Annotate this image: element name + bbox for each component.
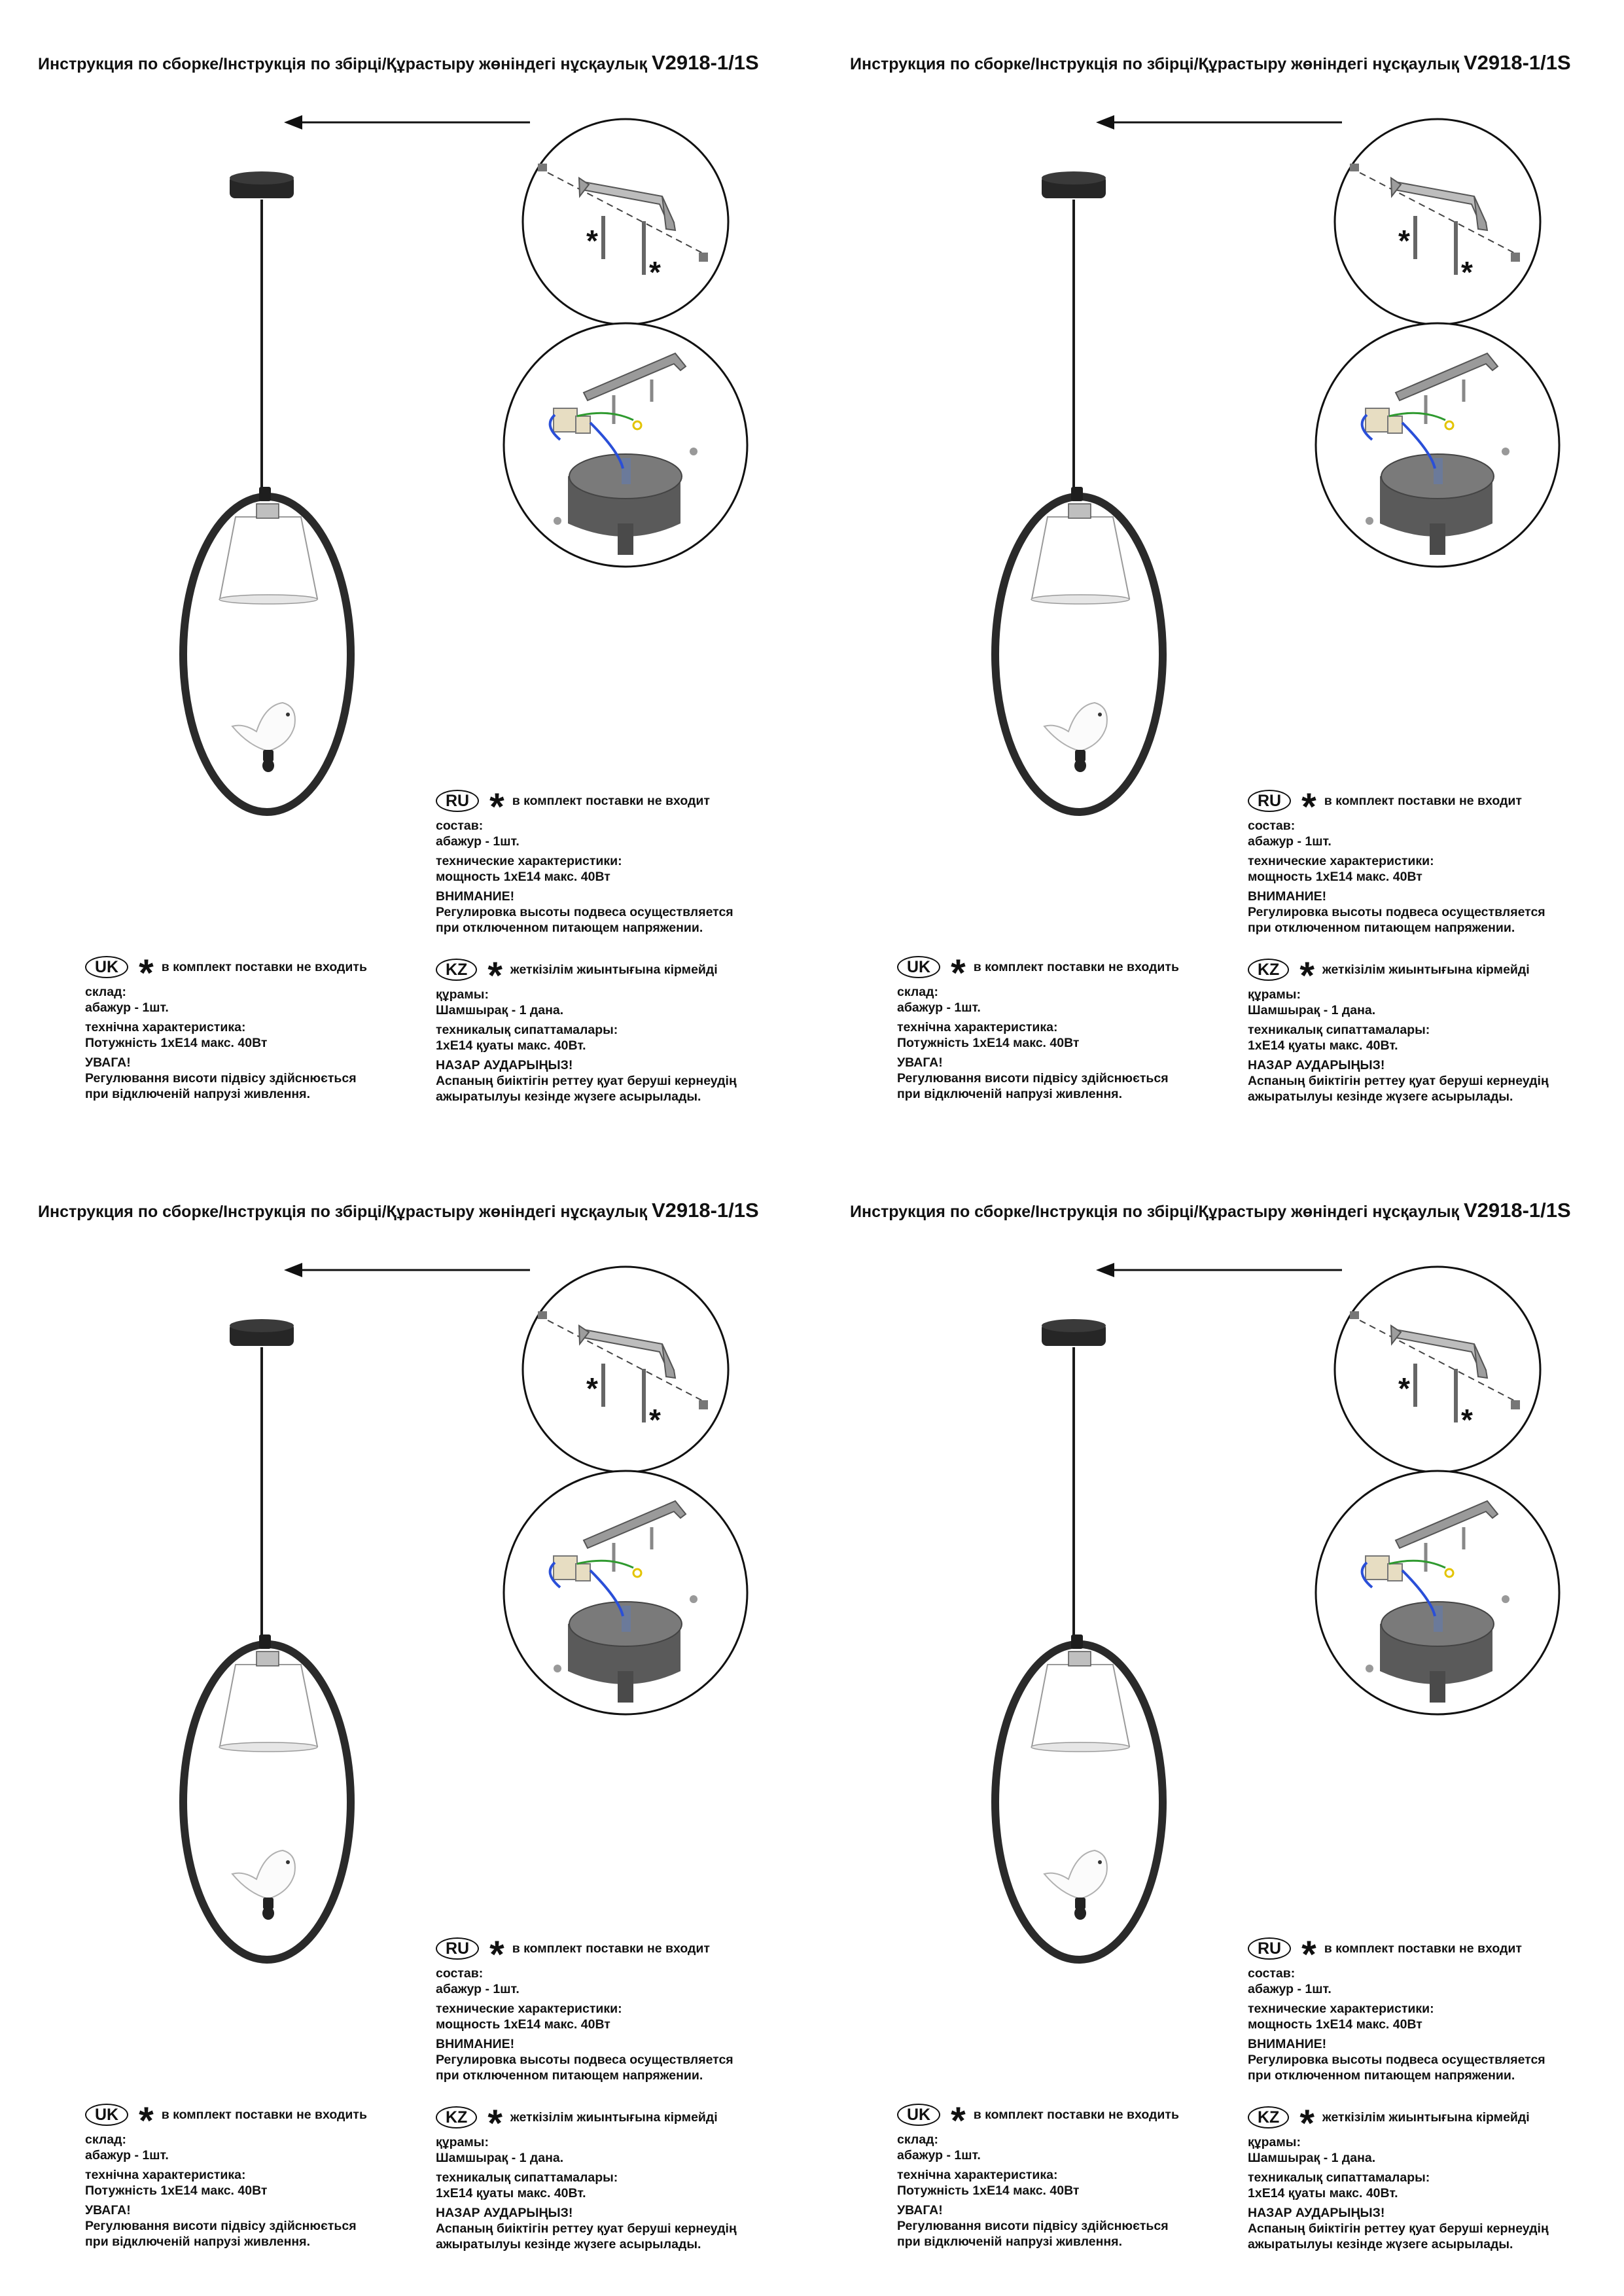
ru-composition-label: состав: — [436, 819, 484, 833]
kz-specs-value: 1хЕ14 қуаты макс. 40Вт. — [1248, 2186, 1398, 2200]
kz-composition-label: құрамы: — [436, 987, 489, 1002]
not-included-star: * — [951, 2100, 966, 2142]
ru-info-block — [436, 1934, 733, 2083]
ru-specs-value: мощность 1хЕ14 макс. 40Вт — [1248, 2017, 1422, 2032]
uk-info-block — [897, 953, 1179, 1102]
uk-warning-label: УВАГА! — [85, 2203, 131, 2217]
svg-text:*: * — [1398, 1371, 1410, 1405]
uk-composition-value: абажур - 1шт. — [85, 2148, 169, 2163]
uk-specs-value: Потужність 1хЕ14 макс. 40Вт — [897, 2183, 1080, 2198]
svg-text:*: * — [1398, 224, 1410, 258]
kz-warning-line1: Аспаның биіктігін реттеу қуат беруші кернеудің — [436, 1074, 737, 1088]
uk-specs-value: Потужність 1хЕ14 макс. 40Вт — [897, 1036, 1080, 1050]
kz-not-included: жеткізілім жиынтығына кірмейді — [510, 963, 718, 977]
kz-language-badge: KZ — [1248, 2106, 1289, 2128]
ru-warning-line2: при отключенном питающем напряжении. — [1248, 921, 1515, 935]
ru-warning-label: ВНИМАНИЕ! — [436, 889, 515, 904]
ru-specs-label: технические характеристики: — [1248, 2002, 1434, 2016]
not-included-star: * — [1299, 955, 1315, 997]
ru-composition-value: абажур - 1шт. — [1248, 834, 1332, 849]
detail-circle-bracket — [523, 1267, 728, 1472]
kz-not-included: жеткізілім жиынтығына кірмейді — [1322, 2110, 1530, 2125]
kz-composition-value: Шамшырақ - 1 дана. — [1248, 1003, 1376, 1017]
kz-warning-line1: Аспаның биіктігін реттеу қуат беруші кернеудің — [1248, 2221, 1549, 2236]
not-included-star: * — [1301, 786, 1316, 828]
detail-circle-bracket — [523, 119, 728, 325]
svg-text:*: * — [1461, 255, 1473, 289]
ru-composition-value: абажур - 1шт. — [1248, 1982, 1332, 1996]
not-included-star: * — [487, 955, 503, 997]
ru-warning-label: ВНИМАНИЕ! — [1248, 2037, 1327, 2051]
model-number: V2918-1/1S — [1463, 51, 1571, 74]
uk-specs-value: Потужність 1хЕ14 макс. 40Вт — [85, 2183, 268, 2198]
ru-specs-label: технические характеристики: — [436, 854, 622, 868]
uk-language-badge: UK — [897, 2104, 940, 2126]
not-included-star: * — [951, 952, 966, 995]
uk-specs-label: технічна характеристика: — [897, 2168, 1058, 2182]
uk-info-block — [85, 2100, 367, 2250]
ru-warning-line2: при отключенном питающем напряжении. — [436, 2068, 703, 2083]
direction-arrow — [284, 115, 530, 130]
kz-language-badge: KZ — [1248, 959, 1289, 981]
kz-specs-value: 1хЕ14 қуаты макс. 40Вт. — [436, 2186, 586, 2200]
uk-warning-line2: при відключеній напрузі живлення. — [897, 1087, 1122, 1101]
ru-language-badge: RU — [436, 1937, 479, 1960]
detail-circle-bracket — [1335, 1267, 1540, 1472]
ru-composition-value: абажур - 1шт. — [436, 1982, 520, 1996]
page-title: Инструкция по сборке/Інструкція по збірці/Құрастыру жөніндегі нұсқаулық V2918-1/1S — [850, 51, 1571, 74]
uk-warning-line2: при відключеній напрузі живлення. — [85, 2234, 310, 2249]
ru-not-included: в комплект поставки не входит — [1324, 1941, 1522, 1956]
kz-language-badge: KZ — [436, 959, 477, 981]
ru-composition-value: абажур - 1шт. — [436, 834, 520, 849]
uk-specs-value: Потужність 1хЕ14 макс. 40Вт — [85, 1036, 268, 1050]
model-number: V2918-1/1S — [1463, 1199, 1571, 1222]
ru-composition-label: состав: — [1248, 819, 1296, 833]
ru-warning-line1: Регулировка высоты подвеса осуществляется — [1248, 2053, 1545, 2067]
uk-warning-line1: Регулювання висоти підвісу здійснюється — [85, 1071, 357, 1086]
direction-arrow — [1096, 115, 1342, 130]
ru-language-badge: RU — [1248, 790, 1291, 812]
not-included-star: * — [489, 786, 504, 828]
uk-composition-label: склад: — [85, 985, 126, 999]
uk-not-included: в комплект поставки не входить — [973, 2108, 1179, 2122]
kz-warning-line2: ажыратылуы кезінде жүзеге асырылады. — [1248, 1089, 1513, 1104]
ru-language-badge: RU — [1248, 1937, 1291, 1960]
ru-info-block — [436, 786, 733, 936]
ru-language-badge: RU — [436, 790, 479, 812]
detail-circle-bracket — [1335, 119, 1540, 325]
instruction-panel-3 — [0, 1148, 812, 2295]
ru-specs-value: мощность 1хЕ14 макс. 40Вт — [1248, 870, 1422, 884]
kz-specs-label: техникалық сипаттамалары: — [1248, 1023, 1430, 1037]
kz-warning-line2: ажыратылуы кезінде жүзеге асырылады. — [436, 2237, 701, 2252]
kz-warning-line1: Аспаның биіктігін реттеу қуат беруші кернеудің — [1248, 1074, 1549, 1088]
ru-warning-line1: Регулировка высоты подвеса осуществляется — [1248, 905, 1545, 919]
ru-composition-label: состав: — [436, 1966, 484, 1981]
kz-language-badge: KZ — [436, 2106, 477, 2128]
ru-specs-value: мощность 1хЕ14 макс. 40Вт — [436, 870, 610, 884]
detail-circle-wiring — [504, 1471, 747, 1714]
kz-specs-label: техникалық сипаттамалары: — [436, 2170, 618, 2185]
ru-warning-line2: при отключенном питающем напряжении. — [1248, 2068, 1515, 2083]
not-included-star: * — [139, 952, 154, 995]
uk-warning-line1: Регулювання висоти підвісу здійснюється — [897, 2219, 1169, 2233]
pendant-lamp — [995, 1319, 1163, 1960]
kz-info-block — [436, 2103, 737, 2252]
ru-warning-line2: при отключенном питающем напряжении. — [436, 921, 703, 935]
ru-not-included: в комплект поставки не входит — [1324, 794, 1522, 808]
uk-specs-label: технічна характеристика: — [897, 1020, 1058, 1034]
kz-not-included: жеткізілім жиынтығына кірмейді — [1322, 963, 1530, 977]
uk-composition-label: склад: — [897, 2132, 938, 2147]
not-included-star: * — [139, 2100, 154, 2142]
not-included-star: * — [487, 2102, 503, 2145]
direction-arrow — [284, 1263, 530, 1277]
kz-specs-label: техникалық сипаттамалары: — [436, 1023, 618, 1037]
pendant-lamp — [995, 171, 1163, 812]
kz-composition-label: құрамы: — [436, 2135, 489, 2149]
uk-warning-line1: Регулювання висоти підвісу здійснюється — [897, 1071, 1169, 1086]
uk-not-included: в комплект поставки не входить — [161, 960, 367, 974]
uk-warning-line1: Регулювання висоти підвісу здійснюється — [85, 2219, 357, 2233]
uk-composition-label: склад: — [85, 2132, 126, 2147]
kz-warning-line2: ажыратылуы кезінде жүзеге асырылады. — [436, 1089, 701, 1104]
kz-specs-value: 1хЕ14 қуаты макс. 40Вт. — [436, 1038, 586, 1053]
kz-composition-label: құрамы: — [1248, 2135, 1301, 2149]
ru-specs-value: мощность 1хЕ14 макс. 40Вт — [436, 2017, 610, 2032]
uk-composition-value: абажур - 1шт. — [897, 2148, 981, 2163]
detail-circle-wiring — [1316, 1471, 1559, 1714]
uk-warning-line2: при відключеній напрузі живлення. — [85, 1087, 310, 1101]
uk-language-badge: UK — [85, 956, 128, 978]
ru-specs-label: технические характеристики: — [436, 2002, 622, 2016]
not-included-star: * — [489, 1934, 504, 1976]
uk-warning-label: УВАГА! — [897, 2203, 943, 2217]
not-included-star: * — [1301, 1934, 1316, 1976]
pendant-lamp — [183, 171, 351, 812]
kz-composition-value: Шамшырақ - 1 дана. — [436, 1003, 564, 1017]
ru-info-block — [1248, 1934, 1545, 2083]
detail-circle-wiring — [504, 323, 747, 567]
kz-info-block — [1248, 2103, 1549, 2252]
uk-not-included: в комплект поставки не входить — [161, 2108, 367, 2122]
uk-info-block — [897, 2100, 1179, 2250]
kz-warning-label: НАЗАР АУДАРЫҢЫЗ! — [1248, 2206, 1385, 2220]
kz-not-included: жеткізілім жиынтығына кірмейді — [510, 2110, 718, 2125]
uk-warning-label: УВАГА! — [85, 1055, 131, 1070]
not-included-star: * — [1299, 2102, 1315, 2145]
kz-info-block — [1248, 955, 1549, 1104]
ru-specs-label: технические характеристики: — [1248, 854, 1434, 868]
uk-warning-label: УВАГА! — [897, 1055, 943, 1070]
detail-circle-wiring — [1316, 323, 1559, 567]
kz-composition-label: құрамы: — [1248, 987, 1301, 1002]
page-title: Инструкция по сборке/Інструкція по збірці/Құрастыру жөніндегі нұсқаулық V2918-1/1S — [38, 1199, 759, 1222]
kz-warning-line2: ажыратылуы кезінде жүзеге асырылады. — [1248, 2237, 1513, 2252]
kz-warning-label: НАЗАР АУДАРЫҢЫЗ! — [436, 1058, 573, 1072]
svg-text:*: * — [1461, 1403, 1473, 1437]
instruction-panel-1 — [0, 0, 812, 1148]
uk-language-badge: UK — [897, 956, 940, 978]
ru-warning-line1: Регулировка высоты подвеса осуществляется — [436, 2053, 733, 2067]
pendant-lamp — [183, 1319, 351, 1960]
svg-text:*: * — [586, 1371, 598, 1405]
kz-info-block — [436, 955, 737, 1104]
uk-info-block — [85, 953, 367, 1102]
ru-warning-line1: Регулировка высоты подвеса осуществляется — [436, 905, 733, 919]
kz-warning-label: НАЗАР АУДАРЫҢЫЗ! — [436, 2206, 573, 2220]
uk-composition-value: абажур - 1шт. — [85, 1000, 169, 1015]
direction-arrow — [1096, 1263, 1342, 1277]
kz-warning-line1: Аспаның биіктігін реттеу қуат беруші кернеудің — [436, 2221, 737, 2236]
svg-text:*: * — [586, 224, 598, 258]
uk-specs-label: технічна характеристика: — [85, 2168, 246, 2182]
uk-composition-label: склад: — [897, 985, 938, 999]
kz-composition-value: Шамшырақ - 1 дана. — [436, 2151, 564, 2165]
page-title: Инструкция по сборке/Інструкція по збірці/Құрастыру жөніндегі нұсқаулық V2918-1/1S — [38, 51, 759, 74]
svg-text:*: * — [649, 1403, 661, 1437]
kz-specs-value: 1хЕ14 қуаты макс. 40Вт. — [1248, 1038, 1398, 1053]
kz-warning-label: НАЗАР АУДАРЫҢЫЗ! — [1248, 1058, 1385, 1072]
ru-warning-label: ВНИМАНИЕ! — [436, 2037, 515, 2051]
model-number: V2918-1/1S — [651, 51, 759, 74]
kz-composition-value: Шамшырақ - 1 дана. — [1248, 2151, 1376, 2165]
uk-composition-value: абажур - 1шт. — [897, 1000, 981, 1015]
instruction-panel-2 — [812, 0, 1624, 1148]
uk-warning-line2: при відключеній напрузі живлення. — [897, 2234, 1122, 2249]
uk-not-included: в комплект поставки не входить — [973, 960, 1179, 974]
ru-info-block — [1248, 786, 1545, 936]
instruction-panel-4 — [812, 1148, 1624, 2295]
ru-composition-label: состав: — [1248, 1966, 1296, 1981]
kz-specs-label: техникалық сипаттамалары: — [1248, 2170, 1430, 2185]
uk-language-badge: UK — [85, 2104, 128, 2126]
uk-specs-label: технічна характеристика: — [85, 1020, 246, 1034]
ru-not-included: в комплект поставки не входит — [512, 1941, 710, 1956]
svg-text:*: * — [649, 255, 661, 289]
ru-warning-label: ВНИМАНИЕ! — [1248, 889, 1327, 904]
ru-not-included: в комплект поставки не входит — [512, 794, 710, 808]
page-title: Инструкция по сборке/Інструкція по збірці/Құрастыру жөніндегі нұсқаулық V2918-1/1S — [850, 1199, 1571, 1222]
model-number: V2918-1/1S — [651, 1199, 759, 1222]
